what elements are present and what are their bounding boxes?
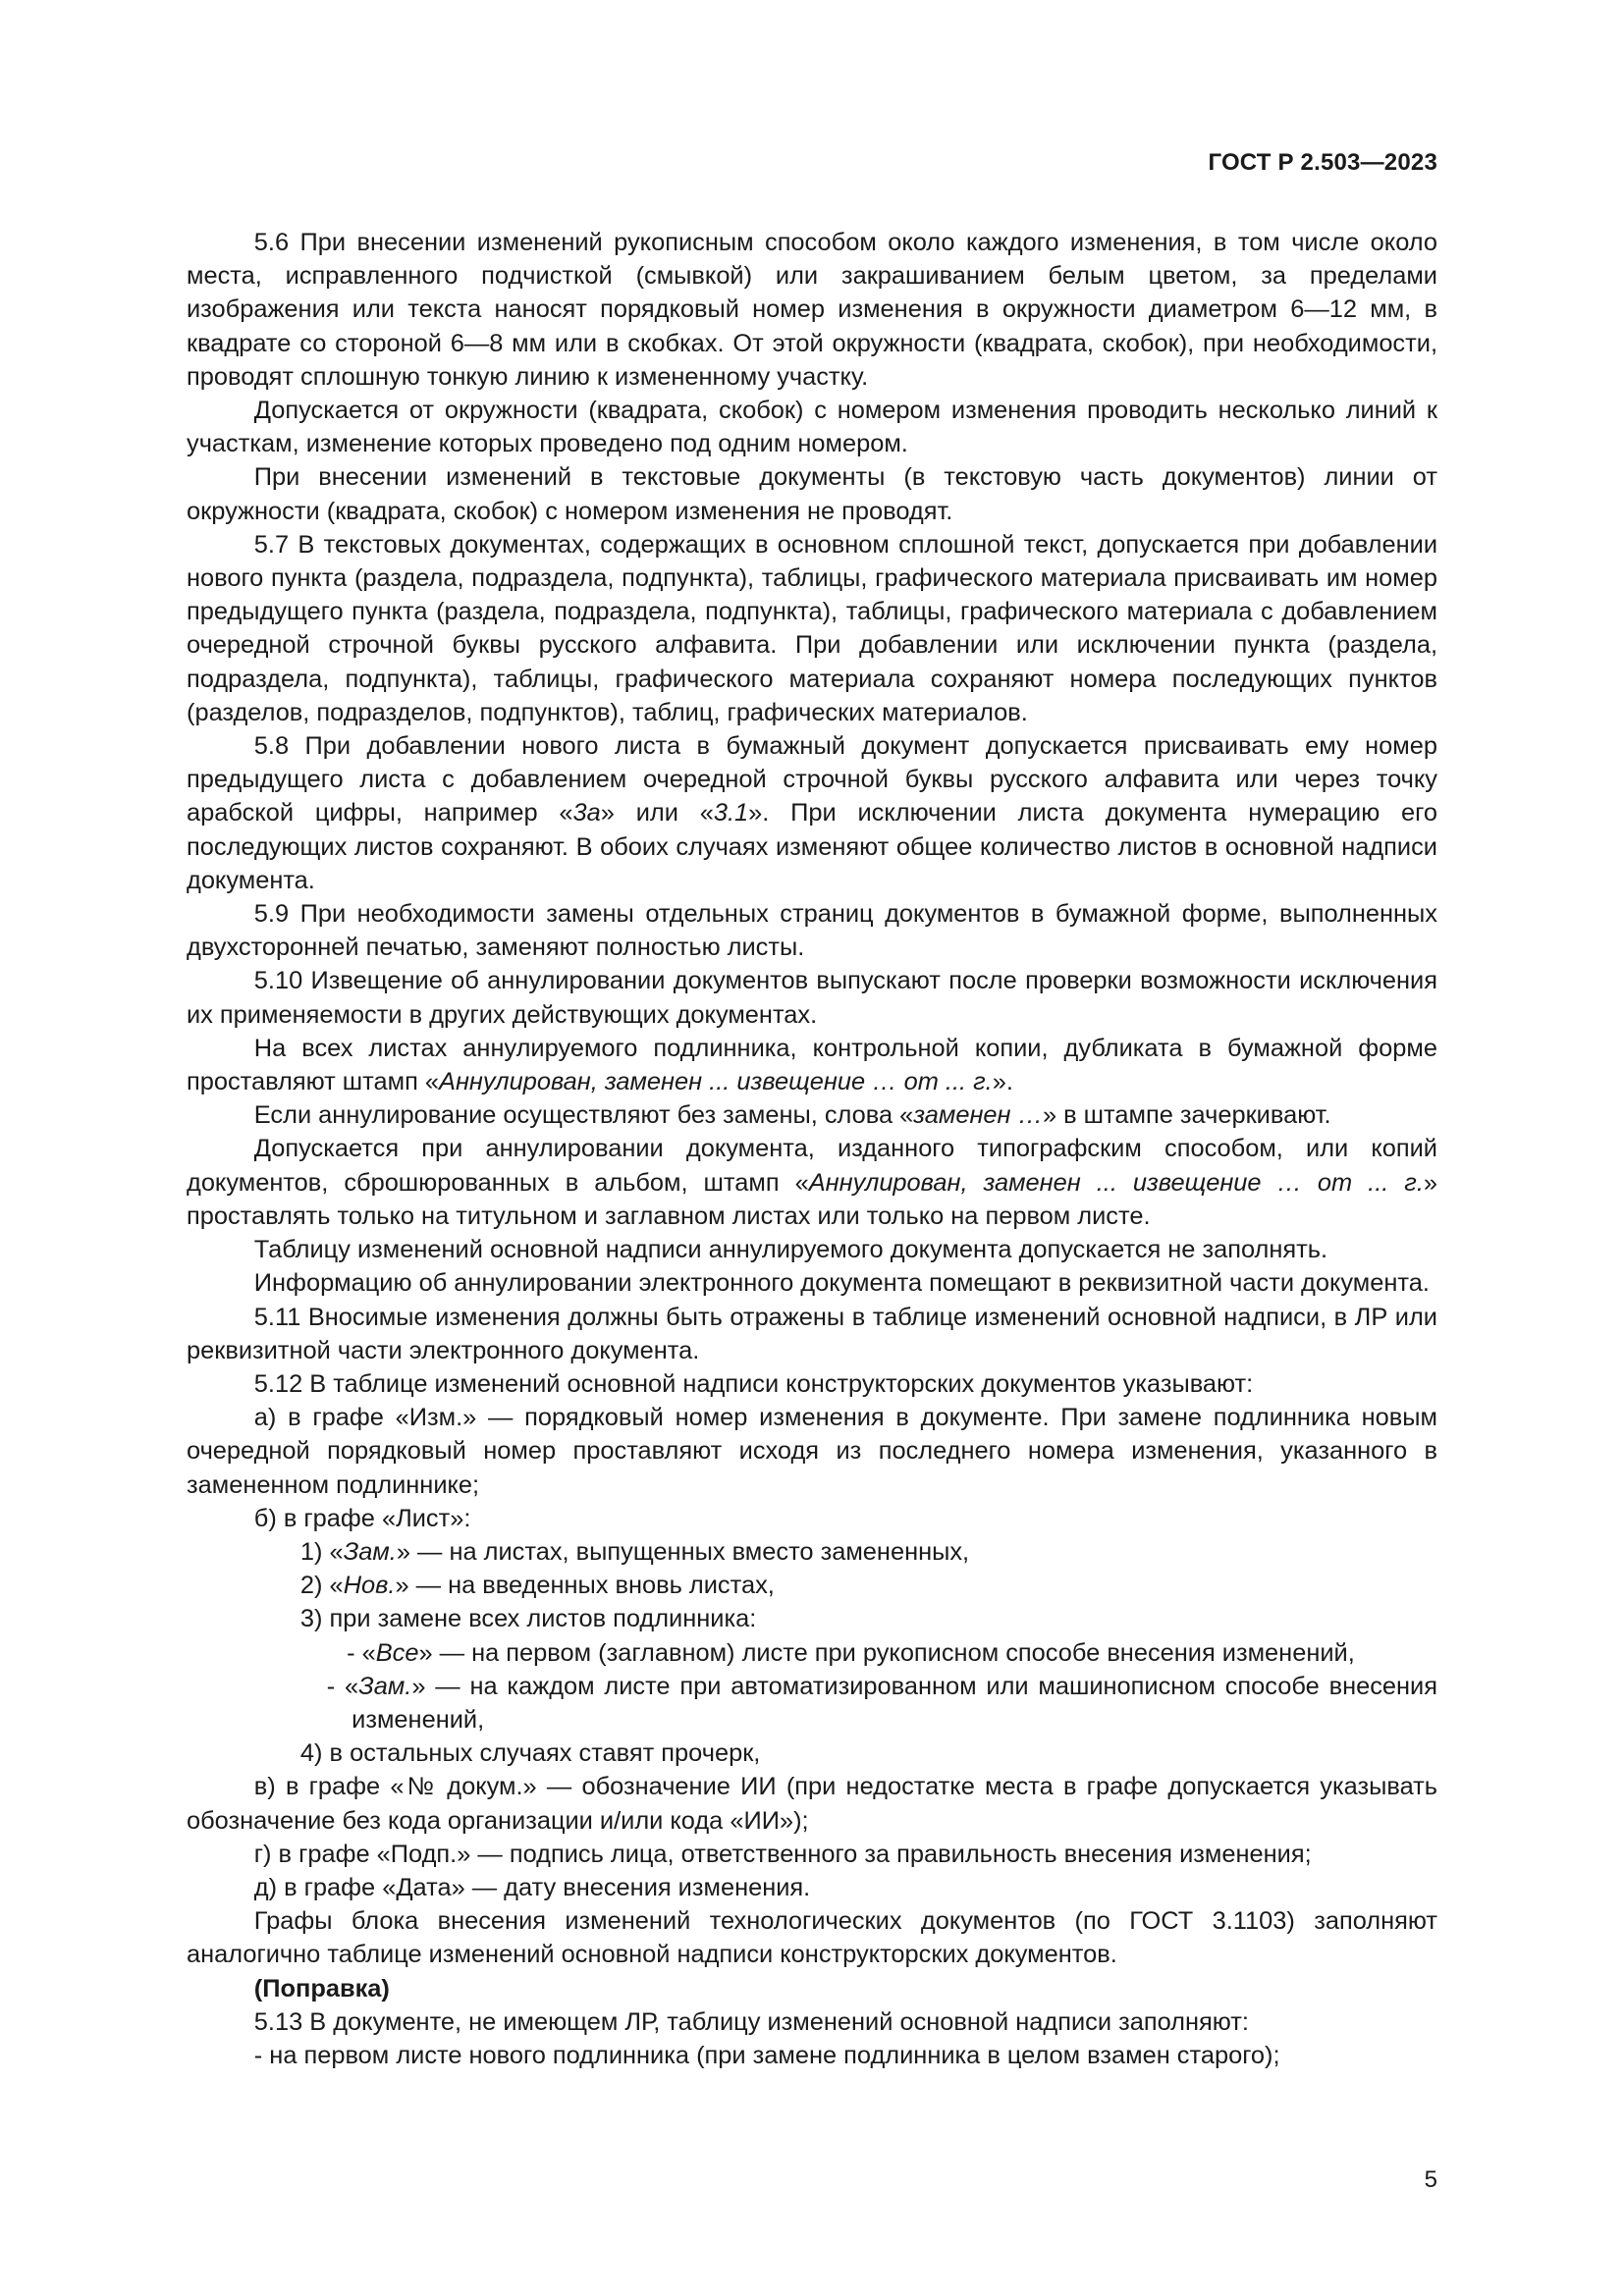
paragraph-5-10-b-text-2: ». — [992, 1068, 1013, 1096]
paragraph-5-8-text-2: » или « — [600, 799, 714, 828]
list-item-b-3-dash-2-text-1: - « — [326, 1672, 359, 1700]
list-item-b-2-word: Нов. — [343, 1572, 396, 1600]
list-item-b-3-dash-1-text-2: » — на первом (заглавном) листе при рукописном способе внесения изменений, — [418, 1638, 1355, 1667]
paragraph-5-6-c: При внесении изменений в текстовые документы (в текстовую часть документов) линии от окружности (квадрата, скобок) с номером изменения не проводят. — [187, 463, 1437, 525]
paragraph-5-13: 5.13 В документе, не имеющем ЛР, таблицу изменений основной надписи заполняют: — [253, 2007, 1249, 2036]
list-item-b-3-dash-2-word: Зам. — [358, 1672, 412, 1700]
paragraph-5-10-d-text-1: Допускается при аннулировании документа, изданного типографским способом, или копий документов, сброшюрованных в альбом, штамп « — [187, 1135, 1437, 1197]
page-number: 5 — [1424, 2166, 1437, 2193]
list-item-b-1-text-1: 1) « — [299, 1537, 344, 1566]
list-item-b-1 — [187, 1535, 1437, 1569]
list-item-b-1-word: Зам. — [343, 1537, 397, 1566]
list-item-b-3-dash-2 — [187, 1670, 1437, 1736]
stamp-text: Аннулирован, заменен ... извещение … от ... г. — [439, 1068, 993, 1096]
paragraph-5-10-c-text-1: Если аннулирование осуществляют без замены, слова « — [253, 1101, 914, 1130]
document-body — [187, 226, 1437, 2072]
paragraph-5-10-d-text-2: » проставлять только на титульном и заглавном листах или только на первом листе. — [187, 1168, 1437, 1230]
paragraph-5-8-example-2: 3.1 — [713, 799, 749, 828]
amendment-note: (Поправка) — [253, 1974, 390, 2002]
list-item-b-3: 3) при замене всех листов подлинника: — [299, 1605, 757, 1633]
paragraph-5-8-text-1: 5.8 При добавлении нового листа в бумажный документ допускается присваивать ему номер предыдущего листа с добавлением очередной строчной буквы русского алфавита или через точку арабской цифры, например « — [187, 732, 1437, 828]
paragraph-5-10-b — [187, 1032, 1437, 1098]
list-item-b-3-dash-1-text-1: - « — [347, 1638, 376, 1667]
paragraph-5-10-c — [187, 1098, 1437, 1132]
list-item-b-3-dash-1 — [187, 1636, 1437, 1670]
paragraph-5-11: 5.11 Вносимые изменения должны быть отражены в таблице изменений основной надписи, в ЛР или реквизитной части электронного документа. — [187, 1303, 1437, 1364]
list-item-a: а) в графе «Изм.» — порядковый номер изменения в документе. При замене подлинника новым очередной порядковый номер проставляют исходя из последнего номера изменения, указанного в замененном подлиннике; — [187, 1404, 1437, 1499]
list-item-5-13-dash-1: - на первом листе нового подлинника (при замене подлинника в целом взамен старого); — [253, 2041, 1280, 2069]
paragraph-5-9: 5.9 При необходимости замены отдельных страниц документов в бумажной форме, выполненных двухсторонней печатью, заменяют полностью листы. — [187, 900, 1437, 962]
paragraph-5-6: 5.6 При внесении изменений рукописным способом около каждого изменения, в том числе около места, исправленного подчисткой (смывкой) или закрашиванием белым цветом, за пределами изображения или текста наносят порядковый номер изменения в окружности диаметром 6—12 мм, в квадрате со стороной 6—8 мм или в скобках. От этой окружности (квадрата, скобок), при необходимости, проводят сплошную тонкую линию к измененному участку. — [187, 229, 1437, 391]
paragraph-5-12-e: Графы блока внесения изменений технологических документов (по ГОСТ 3.1103) заполняют аналогично таблице изменений основной надписи конструкторских документов. — [187, 1907, 1437, 1969]
paragraph-5-8-text-3: ». При исключении листа документа нумерацию его последующих листов сохраняют. В обоих случаях изменяют общее количество листов в основной надписи документа. — [187, 799, 1438, 894]
list-item-b-2-text-1: 2) « — [299, 1572, 344, 1600]
list-item-d: д) в графе «Дата» — дату внесения изменения. — [253, 1873, 811, 1901]
stamp-text: Аннулирован, заменен ... извещение … от ... г. — [808, 1168, 1424, 1197]
paragraph-5-10-b-text-1: На всех листах аннулируемого подлинника, контрольной копии, дубликата в бумажной форме проставляют штамп « — [187, 1034, 1437, 1096]
paragraph-5-10-d — [187, 1132, 1437, 1233]
paragraph-5-10-c-text-2: » в штампе зачеркивают. — [1042, 1101, 1331, 1130]
paragraph-5-10-f: Информацию об аннулировании электронного документа помещают в реквизитной части документа. — [253, 1269, 1430, 1298]
list-item-b-2-text-2: » — на введенных вновь листах, — [395, 1572, 775, 1600]
paragraph-5-10-e: Таблицу изменений основной надписи аннулируемого документа допускается не заполнять. — [253, 1236, 1328, 1264]
paragraph-5-8 — [187, 729, 1437, 897]
list-item-b-2 — [187, 1569, 1437, 1602]
paragraph-5-7: 5.7 В текстовых документах, содержащих в основном сплошной текст, допускается при добавлении нового пункта (раздела, подраздела, подпункта), таблицы, графического материала присваивать им номер предыдущего пункта (раздела, подраздела, подпункта), таблицы, графического материала с добавлением очередной строчной буквы русского алфавита. При добавлении или исключении пункта (раздела, подраздела, подпункта), таблицы, графического материала сохраняют номера последующих пунктов (разделов, подразделов, подпунктов), таблиц, графических материалов. — [187, 530, 1437, 726]
list-item-b-3-dash-1-word: Все — [375, 1638, 419, 1667]
list-item-g: г) в графе «Подп.» — подпись лица, ответственного за правильность внесения изменения; — [253, 1840, 1312, 1868]
paragraph-5-10: 5.10 Извещение об аннулировании документов выпускают после проверки возможности исключения их применяемости в других действующих документах. — [187, 967, 1437, 1029]
list-item-b-1-text-2: » — на листах, выпущенных вместо замененных, — [396, 1537, 970, 1566]
paragraph-5-8-example-1: 3а — [572, 799, 601, 828]
paragraph-5-6-b: Допускается от окружности (квадрата, скобок) с номером изменения проводить несколько линий к участкам, изменение которых проведено под одним номером. — [187, 397, 1437, 458]
list-item-b-3-dash-2-text-2: » — на каждом листе при автоматизированном или машинописном способе внесения изменений, — [352, 1672, 1437, 1734]
list-item-b-4: 4) в остальных случаях ставят прочерк, — [299, 1739, 761, 1768]
list-item-b: б) в графе «Лист»: — [253, 1504, 471, 1532]
list-item-v: в) в графе «№ докум.» — обозначение ИИ (при недостатке места в графе допускается указывать обозначение без кода организации и/или кода «ИИ»); — [187, 1773, 1437, 1835]
standard-code: ГОСТ Р 2.503—2023 — [1208, 149, 1437, 176]
paragraph-5-12: 5.12 В таблице изменений основной надписи конструкторских документов указывают: — [253, 1369, 1254, 1398]
stamp-word: заменен … — [913, 1101, 1043, 1130]
